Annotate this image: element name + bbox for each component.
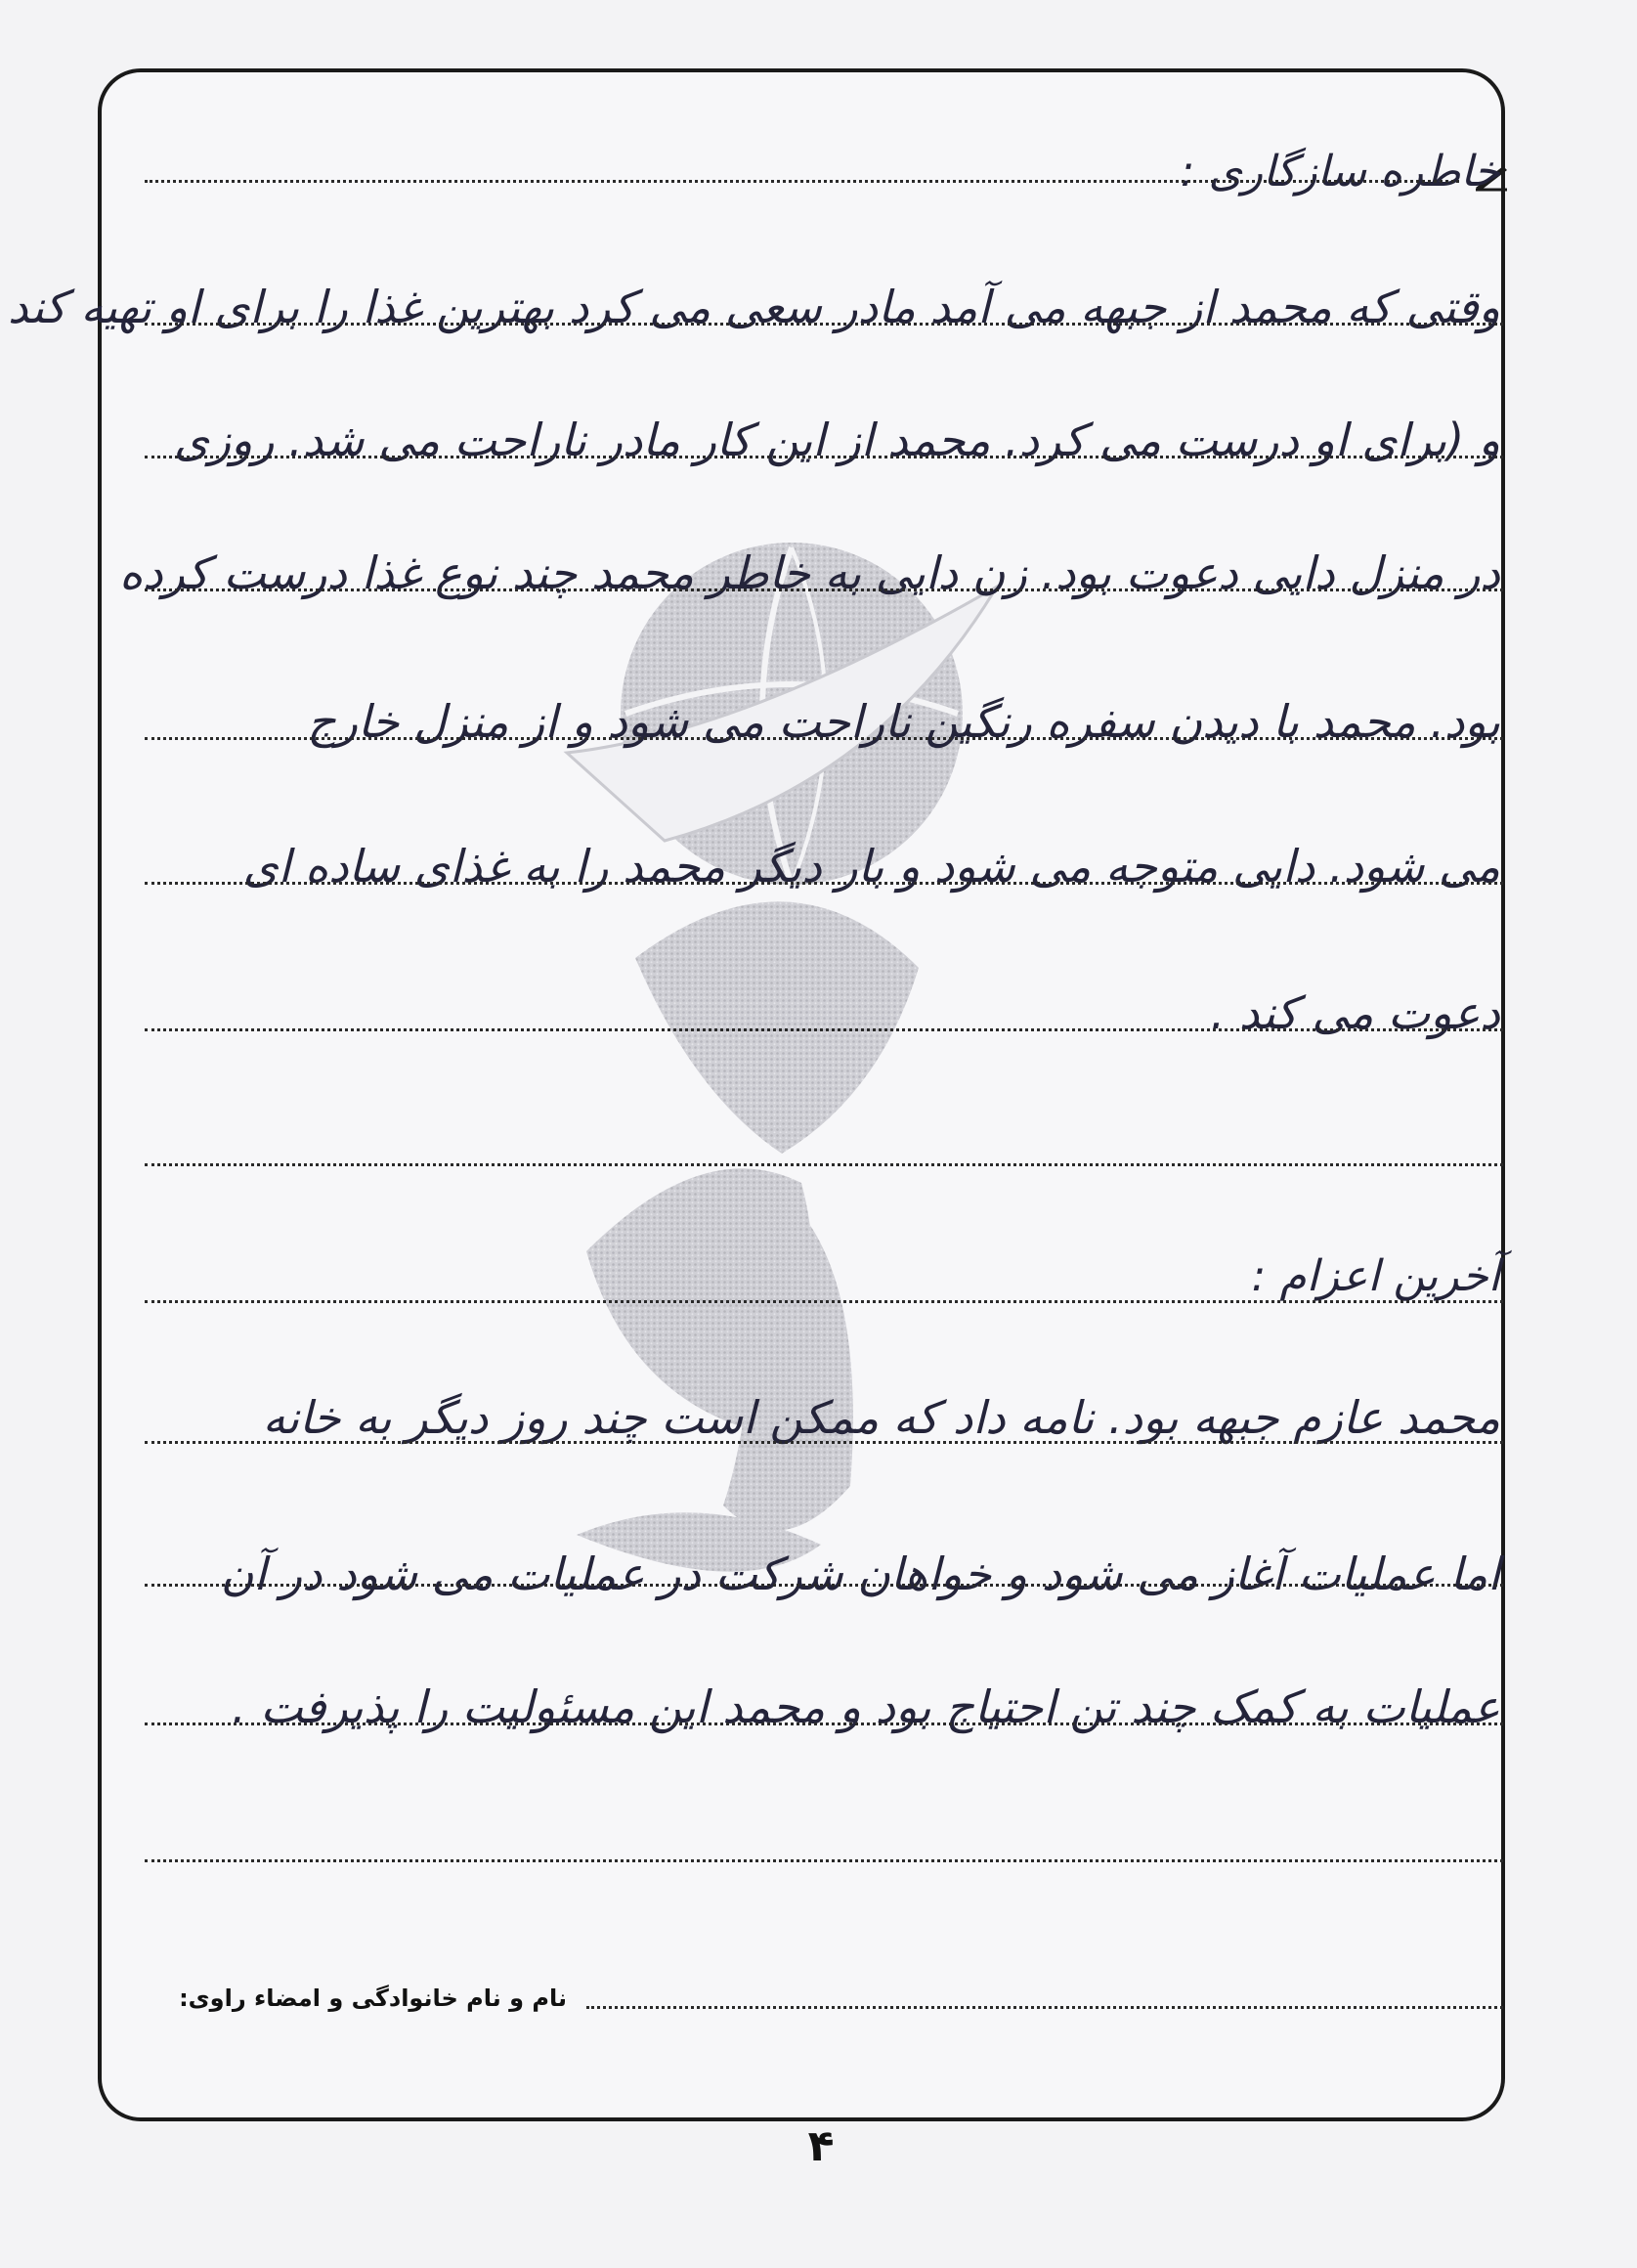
ruled-line [145, 589, 1503, 591]
ruled-line [145, 180, 1459, 183]
handwritten-line: و (برای او درست می کرد. محمد از این کار مادر ناراحت می شد. روزی [173, 414, 1500, 466]
handwritten-line: وقتی که محمد از جبهه می آمد مادر سعی می کرد بهترین غذا را برای او تهیه کند [7, 281, 1500, 333]
handwritten-line: اما عملیات آغاز می شود و خواهان شرکت در عملیات می شود در آن [220, 1548, 1500, 1600]
ruled-line [145, 1028, 1503, 1031]
ruled-line [145, 323, 1503, 326]
ruled-line [145, 1300, 1503, 1303]
section-heading-memory: خاطره سازگاری : [1180, 147, 1500, 196]
ruled-line [145, 882, 1503, 885]
handwritten-line: می شود. دایی متوجه می شود و بار دیگر محمد را به غذای ساده ای [242, 840, 1500, 893]
ruled-line [145, 456, 1503, 458]
ruled-line [145, 1584, 1503, 1587]
ruled-line [145, 1723, 1503, 1725]
handwritten-line: در منزل دایی دعوت بود. زن دایی به خاطر محمد چند نوع غذا درست کرده [119, 546, 1500, 599]
ruled-line [145, 1859, 1503, 1862]
handwritten-line: بود. محمد با دیدن سفره رنگین ناراحت می شود و از منزل خارج [307, 695, 1500, 748]
handwritten-line: محمد عازم جبهه بود. نامه داد که ممکن است چند روز دیگر به خانه [262, 1391, 1500, 1444]
ruled-line [145, 1441, 1503, 1444]
section-heading-last-dispatch: آخرین اعزام : [1251, 1251, 1500, 1301]
ruled-line [145, 1163, 1503, 1166]
handwritten-line: دعوت می کند . [1210, 986, 1500, 1039]
handwritten-line: عملیات به کمک چند تن احتیاج بود و محمد این مسئولیت را پذیرفت . [232, 1680, 1500, 1733]
ruled-line [145, 737, 1503, 740]
page-number: ۴ [807, 2121, 835, 2171]
narrator-signature-label: نام و نام خانوادگی و امضاء راوی: [179, 1984, 567, 2012]
signature-line [586, 2006, 1503, 2009]
